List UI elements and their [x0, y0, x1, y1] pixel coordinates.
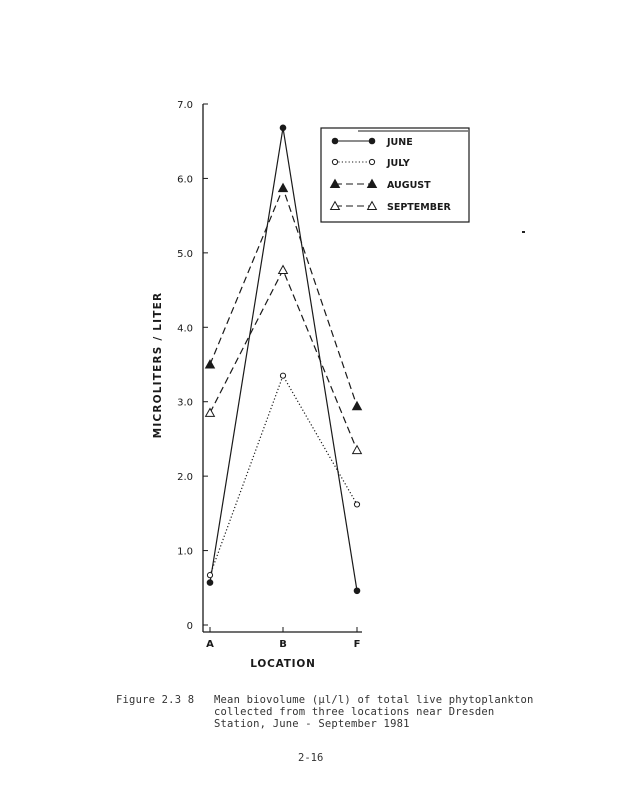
data-point: [332, 138, 338, 144]
y-tick-label: 1.0: [177, 546, 193, 558]
y-tick-label: 2.0: [177, 472, 193, 484]
series-line: [210, 270, 357, 450]
caption-line-1: Mean biovolume (µl/l) of total live phytoplankton: [214, 694, 534, 706]
x-tick-label: F: [353, 639, 361, 650]
data-point: [354, 588, 360, 594]
y-tick-label: 4.0: [177, 323, 193, 335]
data-point: [207, 573, 212, 578]
x-tick-labels: [206, 639, 360, 650]
series-line: [210, 376, 357, 575]
legend: [321, 128, 469, 222]
y-axis-label: MICROLITERS / LITER: [152, 291, 164, 439]
y-tick-label: 5.0: [177, 248, 193, 260]
x-axis-label: LOCATION: [250, 658, 316, 670]
legend-label: JUNE: [387, 137, 413, 148]
data-point: [207, 580, 213, 586]
page-number: 2-16: [298, 752, 324, 764]
x-tick-label: B: [279, 639, 287, 650]
series-september: [206, 266, 362, 454]
data-point: [279, 266, 288, 274]
data-point: [353, 446, 362, 454]
data-point: [369, 138, 375, 144]
figure-label: Figure 2.3 8: [116, 694, 195, 706]
y-tick-label: 6.0: [177, 174, 193, 186]
y-tick-label: 3.0: [177, 397, 193, 409]
legend-label: JULY: [387, 158, 410, 169]
caption-text: [214, 694, 534, 730]
caption-line-3: Station, June - September 1981: [214, 718, 410, 730]
data-point: [206, 360, 215, 368]
x-tick-label: A: [206, 639, 214, 650]
series-july: [207, 373, 359, 578]
y-tick-labels: [177, 100, 193, 632]
legend-label: SEPTEMBER: [387, 202, 451, 213]
data-point: [354, 502, 359, 507]
legend-label: AUGUST: [387, 180, 431, 191]
y-tick-label: 7.0: [177, 100, 193, 111]
data-point: [280, 125, 286, 131]
data-point: [369, 159, 374, 164]
data-point: [206, 408, 215, 416]
data-point: [279, 184, 288, 192]
caption-line-2: collected from three locations near Dresden: [214, 706, 495, 718]
y-tick-label: 0: [186, 621, 193, 632]
data-point: [332, 159, 337, 164]
data-point: [353, 402, 362, 410]
scan-speck: [522, 231, 525, 233]
data-point: [280, 373, 285, 378]
